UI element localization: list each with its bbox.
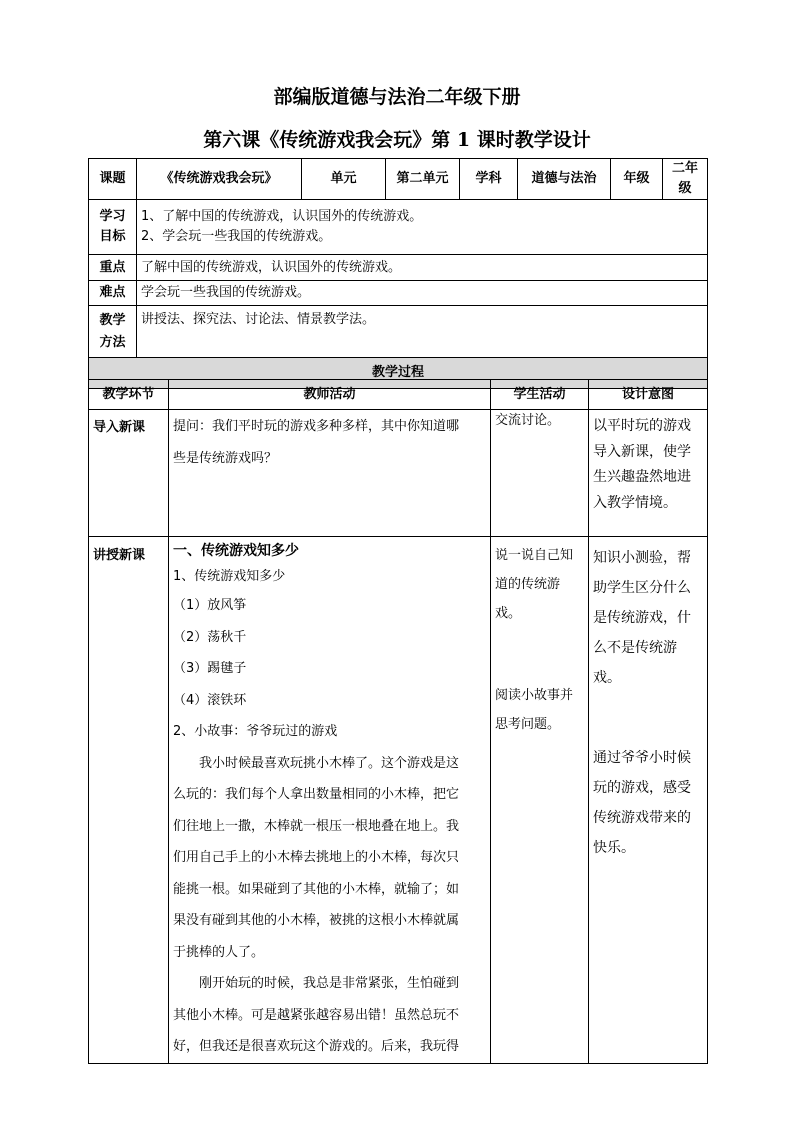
student-new-lesson: 说一说自己知 道的传统游戏。 阅读小故事并 思考问题。: [491, 537, 589, 1064]
design-new-lesson: 知识小测验，帮 助学生区分什么 是传统游戏，什 么不是传统游戏。 通过爷爷小时候 玩的游戏，感受 传统游戏带来的 快乐。: [589, 537, 708, 1064]
lesson-label: 课题: [89, 159, 137, 200]
header-design: 设计意图: [589, 380, 708, 410]
header-stage: 教学环节: [89, 380, 169, 410]
method-value: 讲授法、探究法、讨论法、情景教学法。: [137, 306, 708, 358]
student-intro: 交流讨论。: [491, 410, 589, 537]
subject-value: 道德与法治: [518, 159, 611, 200]
goal-1: 1、了解中国的传统游戏，认识国外的传统游戏。: [141, 209, 423, 224]
stage-new-lesson: 讲授新课: [89, 537, 169, 1064]
lesson-value: 《传统游戏我会玩》: [137, 159, 302, 200]
unit-label: 单元: [302, 159, 386, 200]
unit-value: 第二单元: [386, 159, 460, 200]
goal-2: 2、学会玩一些我国的传统游戏。: [141, 229, 332, 244]
goals-label: 学习 目标: [89, 200, 137, 255]
design-intro: 以平时玩的游戏 导入新课，使学 生兴趣盎然地进 入教学情境。: [589, 410, 708, 537]
difficulty-label: 难点: [89, 281, 137, 306]
document-title: 部编版道德与法治二年级下册: [273, 86, 521, 108]
subject-label: 学科: [460, 159, 518, 200]
method-label: 教学 方法: [89, 306, 137, 358]
grade-value: 二年级: [663, 159, 708, 200]
document-subtitle: 第六课《传统游戏我会玩》第 1 课时教学设计: [203, 129, 591, 151]
teacher-new-lesson: 一、传统游戏知多少 1、传统游戏知多少 （1）放风筝 （2）荡秋千 （3）踢毽子 （4）滚铁环 2、小故事：爷爷玩过的游戏 我小时候最喜欢玩挑小木棒了。这个游戏是这 么玩的：我们每个人拿出数量相同的小木棒，把它 们往地上一撒，木棒就一根压一根地叠在地上。我 们用自己手上的小木棒去挑地上的小木棒，每次只 能挑一根。如果碰到了其他的小木棒，就输了；如 果没有碰到其他的小木棒，被挑的这根小木棒就属 于挑棒的人了。 刚开始玩的时候，我总是非常紧张，生怕碰到 其他小木棒。可是越紧张越容易出错！虽然总玩不 好，但我还是很喜欢玩这个游戏的。后来，我玩得: [169, 537, 491, 1064]
difficulty-value: 学会玩一些我国的传统游戏。: [137, 281, 708, 306]
teaching-process-table: [88, 379, 708, 1064]
lesson-info-table: [88, 158, 708, 389]
process-section-title: 教学过程: [89, 358, 708, 389]
stage-intro: 导入新课: [89, 410, 169, 537]
key-label: 重点: [89, 255, 137, 281]
goals-value: [137, 200, 708, 255]
grade-label: 年级: [611, 159, 663, 200]
header-teacher: 教师活动: [169, 380, 491, 410]
teacher-intro: 提问：我们平时玩的游戏多种多样，其中你知道哪 些是传统游戏吗？: [169, 410, 491, 537]
key-value: 了解中国的传统游戏，认识国外的传统游戏。: [137, 255, 708, 281]
section-heading: 一、传统游戏知多少: [173, 543, 299, 559]
header-student: 学生活动: [491, 380, 589, 410]
